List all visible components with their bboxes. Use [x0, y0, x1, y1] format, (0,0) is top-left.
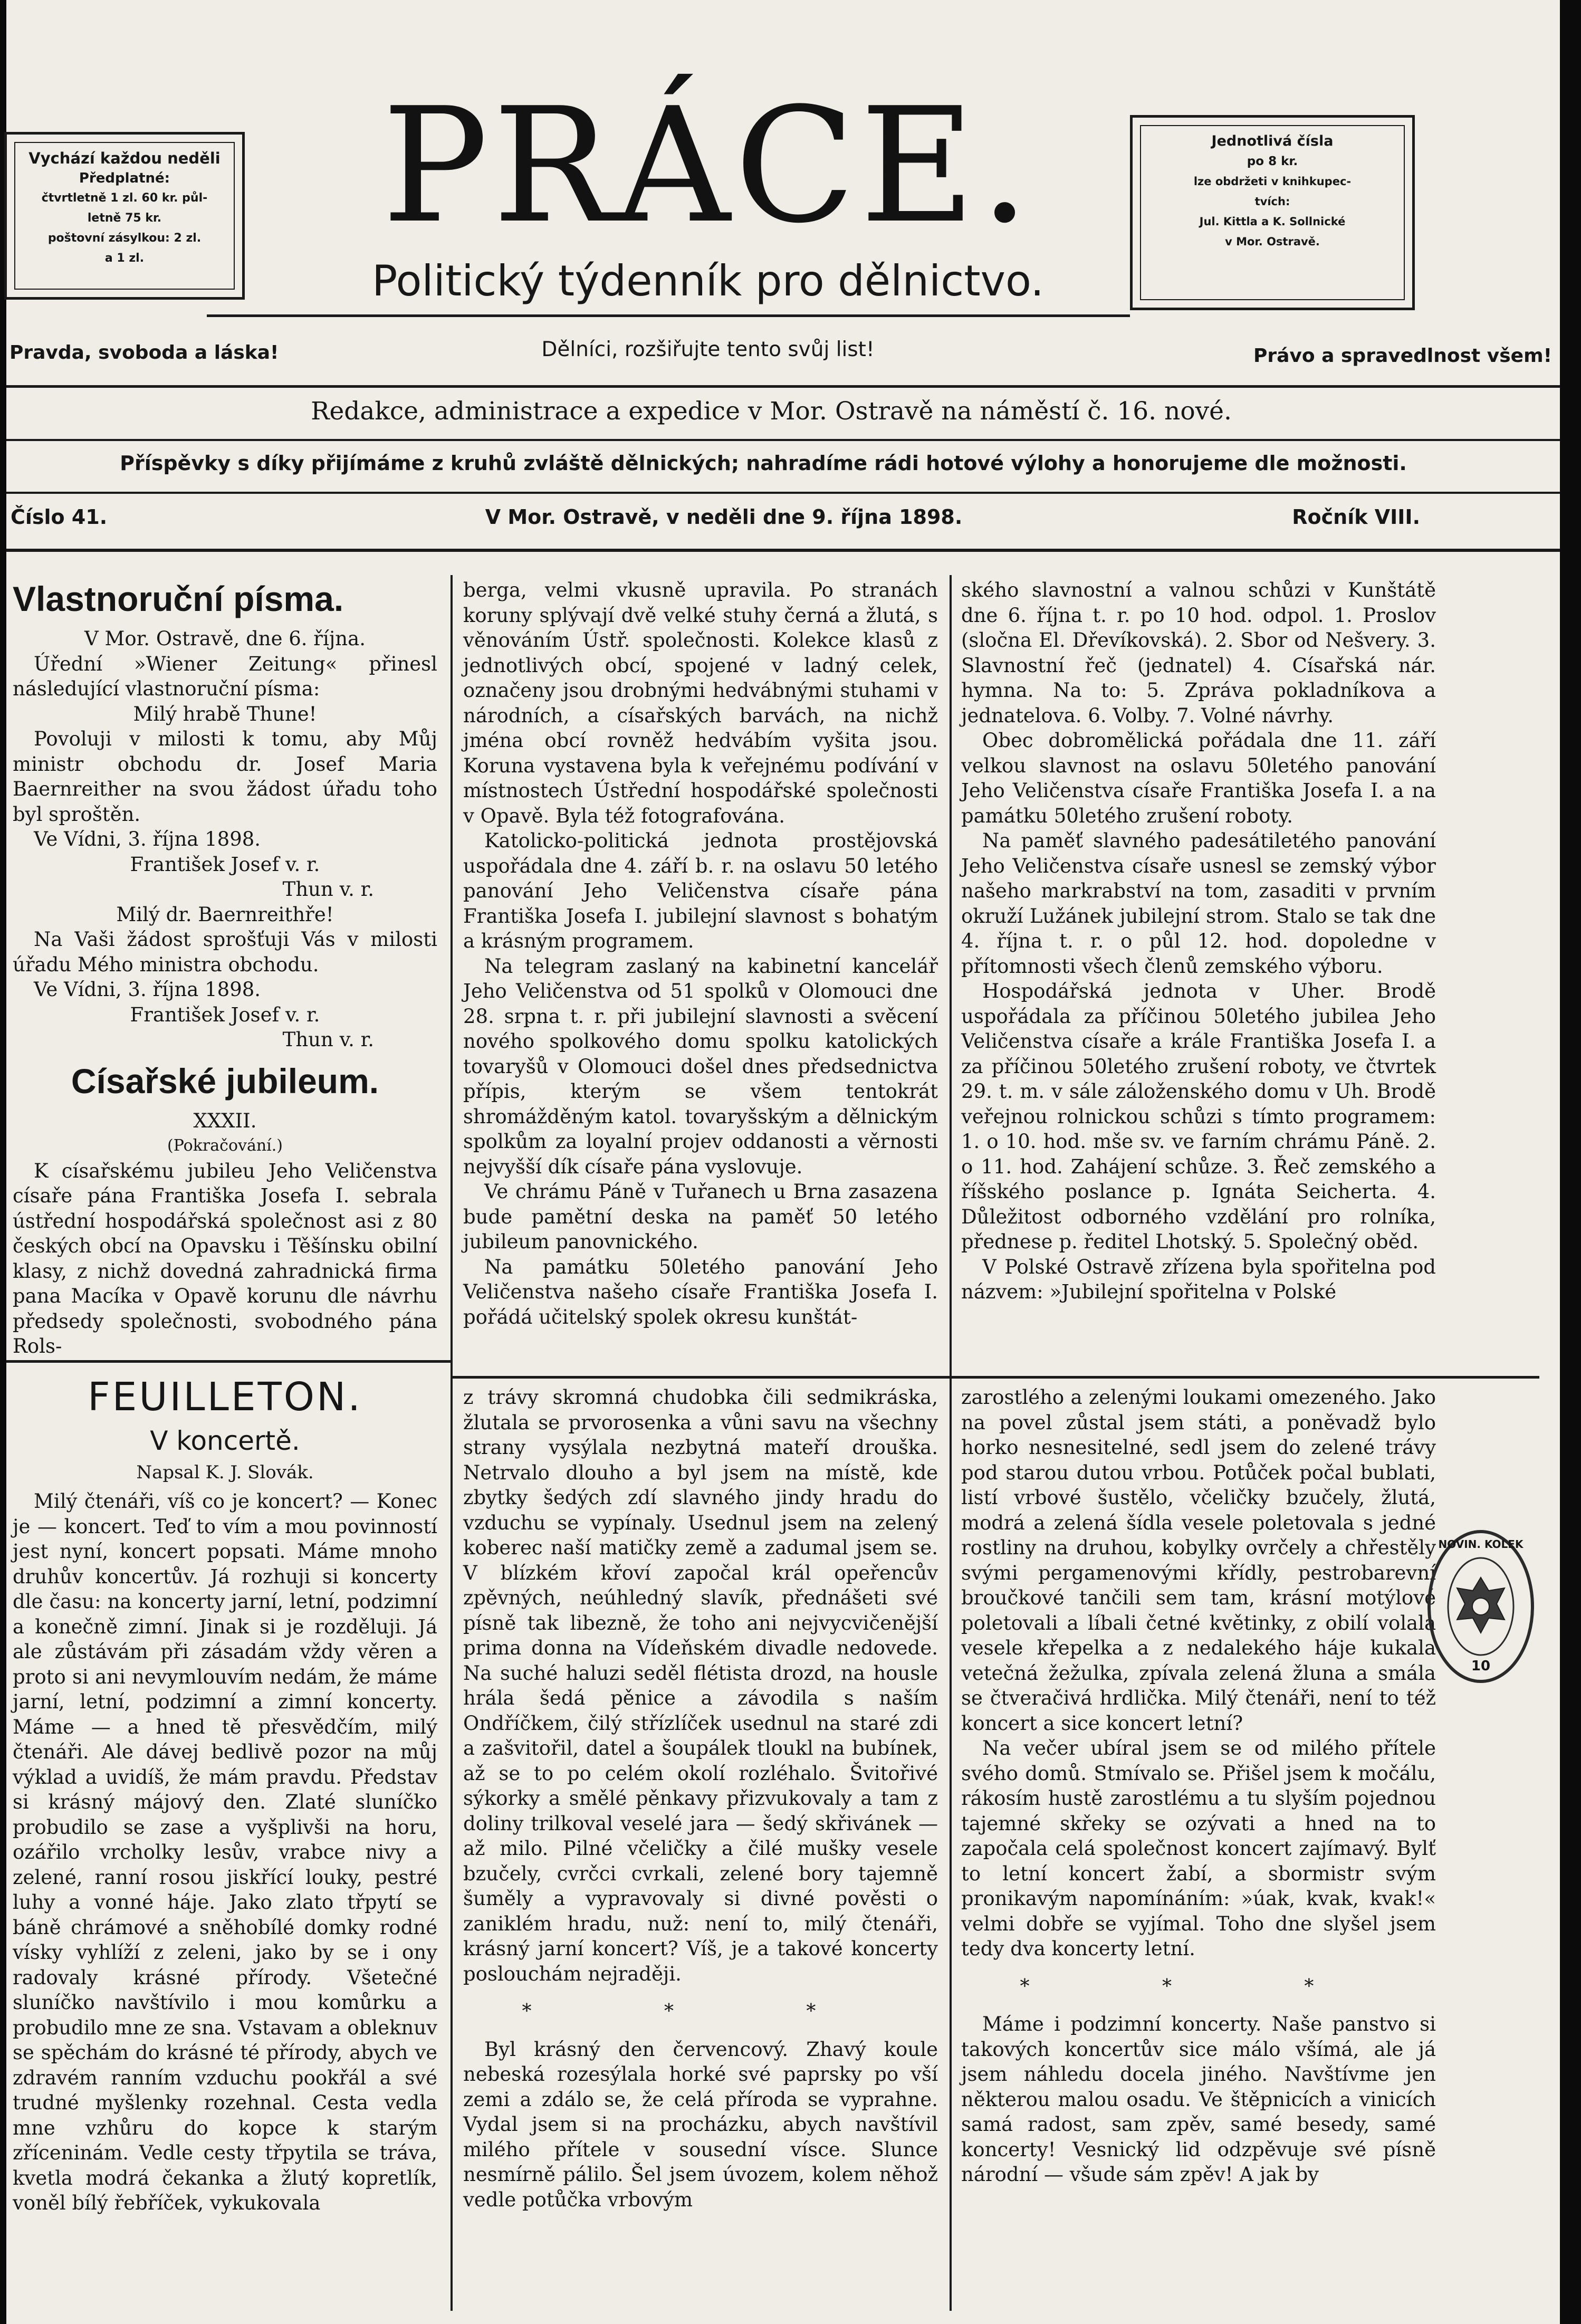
salutation: Milý hrabě Thune! [133, 702, 317, 725]
paragraph: Na telegram zaslaný na kabinetní kancelář Jeho Veličenstva od 51 spolků v Olomouci dne 28. srpna t. r. při jubilejní slavnosti a svěcení nového spolkového domu spolku katolických tovaryšů v Olomouci došel dnes předsednictva přípis, kterým se všem tentokrát shromážděným katol. tovaryšským a dělnickým spolkům za loyalní projev oddanosti a věrnosti nejvyšší dík císaře pána vyslovuje. [463, 954, 938, 1178]
feuilleton-heading: FEUILLETON. [88, 1374, 362, 1420]
single-copy-line: v Mor. Ostravě. [1225, 235, 1320, 248]
paragraph: V Polské Ostravě zřízena byla spořitelna pod názvem: »Jubilejní spořitelna v Polské [961, 1255, 1436, 1303]
paragraph: Na večer ubíral jsem se od milého přítele svého domů. Stmívalo se. Přišel jsem k močálu, rákosím hustě zarostlému a tu slyším pojednou tajemné skřeky se ozývati a hned na to započala celá společnost koncert zajímavý. Bylť to letní koncert žabí, a sbormistr svým pronikavým napomínáním: »úak, kvak, kvak!« velmi dobře se vyjímal. Toho dne slyšel jsem tedy dva koncerty letní. [961, 1737, 1436, 1960]
column-3-top [961, 578, 1436, 1337]
column-2-top [463, 578, 938, 1337]
countersignature: Thun v. r. [282, 1028, 374, 1051]
heading-vlastnorucni-pisma: Vlastnoruční písma. [13, 579, 344, 618]
feuilleton-column-3 [961, 1385, 1436, 2316]
newspaper-stamp [1425, 1527, 1536, 1686]
feuilleton-author: Napsal K. J. Slovák. [136, 1462, 314, 1483]
single-copy-line: Jul. Kittla a K. Sollnické [1199, 215, 1346, 228]
salutation: Milý dr. Baernreithře! [116, 903, 334, 926]
paragraph: Úřední »Wiener Zeitung« přinesl následující vlastnoruční písma: [13, 652, 437, 700]
newspaper-page [6, 0, 1560, 2324]
signature: František Josef v. r. [130, 853, 320, 876]
subscription-line: poštovní zásylkou: 2 zl. [47, 232, 202, 245]
letter-date: Ve Vídni, 3. října 1898. [34, 978, 261, 1001]
signature: František Josef v. r. [130, 1003, 320, 1026]
continued-note: (Pokračování.) [167, 1136, 283, 1155]
column-1-top [13, 578, 437, 1357]
subscription-line: Předplatné: [79, 170, 170, 186]
paragraph: Milý čtenáři, víš co je koncert? — Konec je — koncert. Teď to vím a mou povinností jest nyní, koncert popsati. Máme mnoho druhův koncertův. Já rozhuji si koncerty dle času: na koncerty jarní, letní, podzimní a konečně zimní. Jinak si je rozděluji. Já ale zůstávám při zásadám vždy věren a proto si ani nevymlouvím nedám, že máme jarní, letní, podzimní a zimní koncerty. Máme — a hned tě přesvědčím, milý čtenáři. Ale dávej bedlivě pozor na můj výklad a uvidíš, že mám pravdu. Představ si krásný májový den. Zlaté sluníčko probudilo se zase a vyšplivši na horu, ozářilo vrcholky lesův, vrabce nivy a zelené, ranní rosou jiskřící louky, pestré luhy a vonné háje. Jako zlato třpytí se báně chrámové a sněhobílé domky rodné vísky vyhlíží z zeleni, jako by se i ony radovaly krásné přírody. Všetečné sluníčko navštívilo i mou komůrku a probudilo mne ze sna. Vstavam a obleknuv se spěchám do krásné té přírody, abych ve zdravém ranním vzduchu pookřál a své trudné myšlenky rozehnal. Cesta vedla mne vzhůru do kopce k starým zříceninám. Vedle cesty třpytila se tráva, kvetla modrá čekanka a žlutý kopretlík, voněl bílý řebříček, vykukovala [13, 1490, 437, 2214]
paragraph: Povoluji v milosti k tomu, aby Můj ministr obchodu dr. Josef Maria Baernreither na svou žádost úřadu toho byl sproštěn. [13, 728, 437, 826]
paragraph: Máme i podzimní koncerty. Naše panstvo si takových koncertův sice málo všímá, ale já jsem náhledu docela jiného. Navštívme jen některou malou osadu. Ve štěpnicích a vinicích samá radost, sam zpěv, samé besedy, samé koncerty! Vesnický lid odzpěvuje své písně národní — všude sám zpěv! A jak by [961, 2013, 1436, 2186]
paragraph: Obec dobromělická pořádala dne 11. září velkou slavnost na oslavu 50letého panování Jeho Veličenstva císaře Františka Josefa I. a na památku 50letého zrušení roboty. [961, 729, 1436, 827]
single-copy-line: po 8 kr. [1247, 155, 1298, 168]
rule-3 [6, 492, 1560, 494]
rule-4 [6, 549, 1560, 552]
single-copy-line: lze obdržeti v knihkupec- [1193, 175, 1352, 188]
address-line: Redakce, administrace a expedice v Mor. Ostravě na náměstí č. 16. nové. [311, 397, 1232, 426]
feuilleton-rule-left [6, 1360, 451, 1363]
paragraph: Ve chrámu Páně v Tuřanech u Brna zasazena bude pamětní deska na paměť 50 letého jubileum panovnického. [463, 1180, 938, 1253]
feuilleton-column-1 [13, 1372, 437, 2316]
feuilleton-title: V koncertě. [150, 1426, 300, 1456]
heading-cisarske-jubileum: Císařské jubileum. [71, 1061, 379, 1101]
subscription-line: čtvrtletně 1 zl. 60 kr. půl- [41, 192, 208, 205]
feuilleton-rule-right [453, 1376, 1539, 1379]
stamp-value: 10 [1471, 1658, 1491, 1674]
paragraph: Na památku 50letého panování Jeho Veličenstva našeho císaře Františka Josefa I. pořádá učitelský spolek okresu kunštát- [463, 1255, 938, 1328]
newspaper-title: PRÁCE. [381, 74, 1034, 258]
single-copy-box [1130, 115, 1415, 310]
motto-right: Právo a spravedlnost všem! [1253, 345, 1552, 367]
paragraph: Na Vaši žádost sprošťuji Vás v milosti úřadu Mého ministra obchodu. [13, 928, 437, 976]
place-date: V Mor. Ostravě, dne 6. října. [84, 627, 366, 650]
motto-center: Dělníci, rozšiřujte tento svůj list! [541, 338, 875, 361]
stamp-text: NOVIN. KOLEK [1438, 1538, 1523, 1551]
part-number: XXXII. [193, 1109, 257, 1132]
rule-2 [6, 439, 1560, 441]
subscription-line: Vychází každou neděli [28, 149, 221, 167]
paragraph: z trávy skromná chudobka čili sedmikráska, žlutala se prvorosenka a vůni savu na všechny strany vysýlala nezbytná mateří drouška. Netrvalo dlouho a byl jsem na místě, kde zbytky šedých zdí slavného jindy hradu do vzduchu se vypínaly. Usednul jsem na zelený koberec naší matičky země a zadumal jsem se. V blízkém křoví započal král opeřencův zpěvných, neúhledný slavík, přednášeti své písně tak libezně, že toho ani nejvycvičenější prima donna na Vídeňském divadle nedovede. Na suché haluzi seděl flétista drozd, na housle hrála šedá pěnice a závodila s naším Ondříčkem, čilý střízlíček usednul na staré zdi a zašvitořil, datel a šoupálek tloukl na bubínek, až se to po celém okolí rozléhalo. Švitořivé sýkorky a smělé pěnkavy přizvukovaly a tam z doliny trilkoval veselé jara — šedý skřivánek — až milo. Pilné včeličky a čilé mušky vesele bzučely, cvrčci cvrkali, zelené bory tajemně šuměly a vypravovaly si divné pověsti o zaniklém hradu, nuž: není to, milý čtenáři, krásný jarní koncert? Víš, je a takové koncerty poslouchám nejraději. [463, 1386, 938, 1985]
issue-number: Číslo 41. [11, 505, 108, 529]
single-copy-box-inner [1140, 125, 1405, 300]
subscription-box [4, 132, 245, 300]
feuilleton-column-2 [463, 1385, 938, 2316]
section-divider: * * * [1020, 1975, 1377, 1997]
subscription-line: a 1 zl. [104, 252, 145, 265]
masthead-rule [207, 314, 1130, 317]
dateline: V Mor. Ostravě, v neděli dne 9. října 1898. [485, 505, 963, 529]
motto-left: Pravda, svoboda a láska! [9, 342, 279, 364]
paragraph: berga, velmi vkusně upravila. Po stranách koruny splývají dvě velké stuhy černá a žlutá, s věnováním Ústř. společnosti. Kolekce klasů z jednotlivých obcí, spojené v ladný celek, označeny jsou drobnými hedvábnými stuhami v národních, a císařských barvách, na nichž jména obcí rovněž hedvábím vyšita jsou. Koruna vystavena byla k veřejnému podívání v místnostech Ústřední hospodářské společnosti v Opavě. Byla též fotografována. [463, 579, 938, 827]
contributions-line: Příspěvky s díky přijímáme z kruhů zvláště dělnických; nahradíme rádi hotové výlohy a honorujeme dle možnosti. [120, 452, 1407, 475]
column-rule-2 [950, 575, 952, 2311]
paragraph: K císařskému jubileu Jeho Veličenstva císaře pána Františka Josefa I. sebrala ústřední hospodářská společnost asi z 80 českých obcí na Opavsku i Těšínsku obilní klasy, z nichž dovedná zahradnická firma pana Macíka v Opavě korunu dle návrhu předsedy společnosti, svobodného pána Rols- [13, 1159, 437, 1357]
letter-date: Ve Vídni, 3. října 1898. [34, 828, 261, 850]
rule-1 [6, 385, 1560, 388]
countersignature: Thun v. r. [282, 878, 374, 901]
paragraph: Byl krásný den červencový. Zhavý koule nebeská rozesýlala horké své paprsky po vší zemi a zdálo se, že celá příroda se vyprahne. Vydal jsem si na procházku, abych navštívil milého přítele v sousední vísce. Slunce nesmírně pálilo. Šel jsem úvozem, kolem něhož vedle potůčka vrbovým [463, 2038, 938, 2211]
newspaper-subtitle: Politický týdenník pro dělnictvo. [372, 256, 1044, 305]
subscription-line: letně 75 kr. [87, 212, 162, 225]
paragraph: Hospodářská jednota v Uher. Brodě uspořádala za příčinou 50letého jubilea Jeho Veličenstva císaře a krále Františka Josefa I. a za příčinou 50letého zrušení roboty, ve čtvrtek 29. t. m. v sále záloženského domu v Uh. Brodě veřejnou rolnickou schůzi s tímto programem: 1. o 10. hod. mše sv. ve farním chrámu Páně. 2. o 11. hod. Zahájení schůze. 3. Řeč zemského a říšského poslance p. Ignáta Seicherta. 4. Důležitost odborného vzdělání pro rolníka, přednese p. ředitel Lhotský. 5. Společný oběd. [961, 980, 1436, 1253]
single-copy-line: tvích: [1254, 195, 1290, 208]
volume: Ročník VIII. [1292, 505, 1420, 529]
paragraph: zarostlého a zelenými loukami omezeného. Jako na povel zůstal jsem státi, a poněvadž bylo horko nesnesitelné, sedl jsem do zelené trávy pod starou dutou vrbou. Potůček počal bublati, listí vrbové šustělo, včeličky bzučely, žlutá, modrá a zelená šídla vesele poletovala s jedné rostliny na druhou, kobylky ovrčely a chřestěly svými pergamenovými křídly, pestrobarevní broučkové tančili sem tam, krásní motýlové poletovali a líbali četné květinky, z obilí volala vesele křepelka a z nedalekého háje kukala vetečná žežulka, zpívala zelená žluna a smála se čtveračivá hrdlička. Milý čtenáři, není to též koncert a sice koncert letní? [961, 1386, 1436, 1735]
paragraph: Katolicko-politická jednota prostějovská uspořádala dne 4. září b. r. na oslavu 50 letého panování Jeho Veličenstva císaře pána Františka Josefa I. jubilejní slavnost s bohatým a krásným programem. [463, 829, 938, 952]
subscription-box-inner [14, 142, 235, 290]
paragraph: ského slavnostní a valnou schůzi v Kunštátě dne 6. října t. r. po 10 hod. odpol. 1. Proslov (sločna El. Dřevíkovská). 2. Sbor od Nešvery. 3. Slavnostní řeč (jednatel) 4. Císařská nár. hymna. Na to: 5. Zpráva pokladníkova a jednatelova. 6. Volby. 7. Volné návrhy. [961, 579, 1436, 727]
section-divider: * * * [522, 2001, 879, 2022]
paragraph: Na paměť slavného padesátiletého panování Jeho Veličenstva císaře usnesl se zemský výbor našeho markrabství na tom, zasaditi v prvním okruží Lužánek jubilejní strom. Stalo se tak dne 4. října t. r. o půl 12. hod. dopoledne v přítomnosti všech členů zemského výboru. [961, 829, 1436, 978]
single-copy-line: Jednotlivá čísla [1211, 133, 1334, 149]
column-rule-1 [451, 575, 453, 2311]
